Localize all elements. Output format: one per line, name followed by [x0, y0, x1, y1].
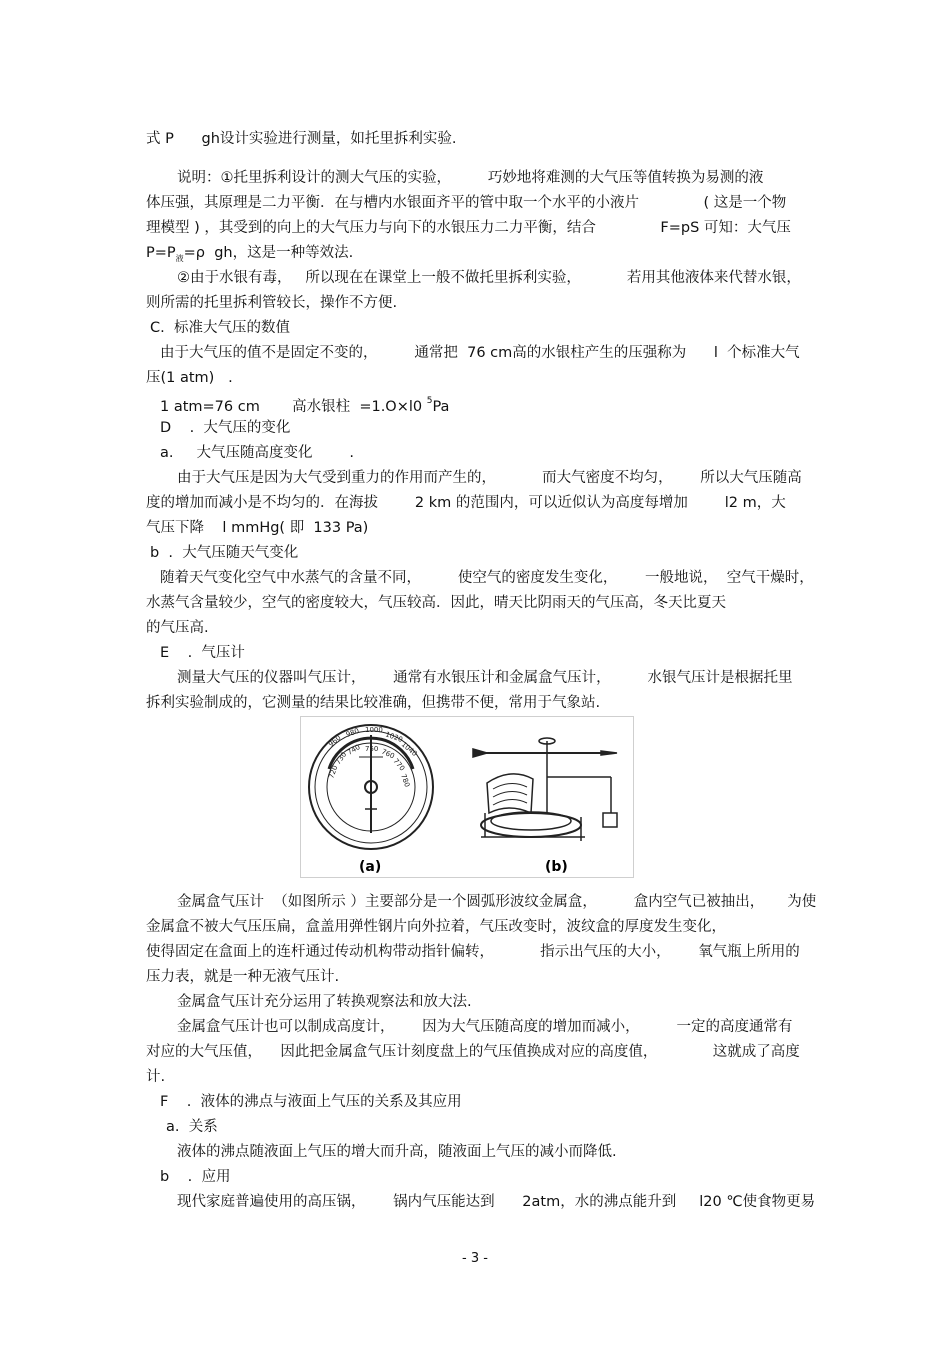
text-line: ②由于水银有毒， 所以现在在课堂上一般不做托里拆利实验， 若用其他液体来代替水银，: [177, 270, 801, 286]
subsection-heading: a. 关系: [166, 1119, 218, 1135]
section-heading: E . 气压计: [160, 645, 245, 661]
section-heading: F . 液体的沸点与液面上气压的关系及其应用: [160, 1094, 462, 1110]
dial-number: 960: [327, 733, 343, 749]
caption-b: (b): [545, 859, 568, 875]
text-line: 气压下降 l mmHg( 即 133 Pa): [146, 520, 369, 536]
text-line: 金属盒气压计充分运用了转换观察法和放大法.: [177, 994, 472, 1010]
dial-number: 1020: [384, 730, 404, 744]
text-line: 金属盒气压计也可以制成高度计， 因为大气压随高度的增加而减小， 一定的高度通常有: [177, 1019, 793, 1035]
text-line: 说明：①托里拆利设计的测大气压的实验， 巧妙地将难测的大气压等值转换为易测的液: [177, 170, 764, 186]
dial-number: 740: [346, 743, 362, 757]
formula-part: P=P: [146, 245, 176, 261]
text-line: 体压强，其原理是二力平衡．在与槽内水银面齐平的管中取一个水平的小液片 ( 这是一个物: [146, 195, 787, 211]
subsection-heading: a. 大气压随高度变化 .: [160, 445, 355, 461]
text-line: 压(1 atm) .: [146, 370, 233, 386]
text-line: 随着天气变化空气中水蒸气的含量不同， 使空气的密度发生变化， 一般地说， 空气干燥时，: [160, 570, 814, 586]
barometer-figure: [300, 716, 634, 878]
text-line: 则所需的托里拆利管较长，操作不方便.: [146, 295, 398, 311]
dial-number: 780: [399, 772, 412, 789]
dial-number: 1040: [399, 740, 419, 758]
aneroid-mechanism-b: [473, 738, 617, 841]
caption-a: (a): [359, 859, 382, 875]
text-line: 计.: [146, 1069, 166, 1085]
barometer-illustration: [301, 717, 633, 877]
text-line: 对应的大气压值， 因此把金属盒气压计刻度盘上的气压值换成对应的高度值， 这就成了高度: [146, 1044, 800, 1060]
formula-subscript: 液: [175, 253, 184, 263]
text-line: 金属盒气压计 （如图所示 ）主要部分是一个圆弧形波纹金属盒， 盒内空气已被抽出， 为使: [177, 894, 817, 910]
section-heading: D . 大气压的变化: [160, 420, 291, 436]
dial-number: 1000: [365, 726, 383, 734]
atm-line: [160, 393, 449, 417]
text-line: 的气压高.: [146, 620, 209, 636]
atm-part: 1 atm=76 cm 高水银柱 =1.O×l0: [160, 398, 427, 415]
text-line: 理模型 ) ，其受到的向上的大气压力与向下的水银压力二力平衡，结合 F=pS 可知：大气压: [146, 220, 791, 236]
text-line: 使得固定在盒面上的连杆通过传动机构带动指针偏转， 指示出气压的大小， 氧气瓶上所用的: [146, 944, 800, 960]
text-line: 水蒸气含量较少，空气的密度较大，气压较高．因此，晴天比阴雨天的气压高，冬天比夏天: [146, 595, 726, 611]
text-line: 金属盒不被大气压压扁，盒盖用弹性钢片向外拉着，气压改变时，波纹盒的厚度发生变化，: [146, 919, 726, 935]
text-line: 测量大气压的仪器叫气压计， 通常有水银压计和金属盒气压计， 水银气压计是根据托里: [177, 670, 793, 686]
formula-part: =ρ gh，这是一种等效法.: [183, 245, 354, 261]
dial-number: 770: [391, 757, 407, 773]
dial-number: 750: [365, 745, 379, 753]
text-line: 压力表，就是一种无液气压计.: [146, 969, 340, 985]
text-line: 液体的沸点随液面上气压的增大而升高，随液面上气压的减小而降低.: [177, 1144, 617, 1160]
page-number: - 3 -: [462, 1251, 488, 1266]
section-heading: C. 标准大气压的数值: [150, 320, 290, 336]
atm-superscript: 5: [426, 396, 433, 406]
text-line: 拆利实验制成的，它测量的结果比较准确，但携带不便，常用于气象站.: [146, 695, 601, 711]
atm-part: Pa: [432, 398, 450, 415]
dial-number: 720: [327, 764, 340, 780]
text-line: 度的增加而减小是不均匀的．在海拔 2 km 的范围内，可以近似认为高度每增加 l2 m，大: [146, 495, 786, 511]
text-line: 由于大气压的值不是固定不变的， 通常把 76 cm高的水银柱产生的压强称为 l 个标准大气: [160, 345, 800, 361]
text-line: 由于大气压是因为大气受到重力的作用而产生的， 而大气密度不均匀， 所以大气压随高: [177, 470, 802, 486]
subsection-heading: b . 大气压随天气变化: [150, 545, 299, 561]
text-line: 现代家庭普遍使用的高压锅， 锅内气压能达到 2atm，水的沸点能升到 l20 ℃使食物更易: [177, 1194, 816, 1210]
dial-number: 730: [334, 750, 349, 767]
dial-number: 760: [380, 747, 396, 761]
text-line: 式 P gh设计实验进行测量，如托里拆利实验.: [146, 131, 457, 147]
dial-number: 980: [344, 726, 361, 739]
subsection-heading: b . 应用: [160, 1169, 231, 1185]
formula-line: [146, 243, 353, 269]
